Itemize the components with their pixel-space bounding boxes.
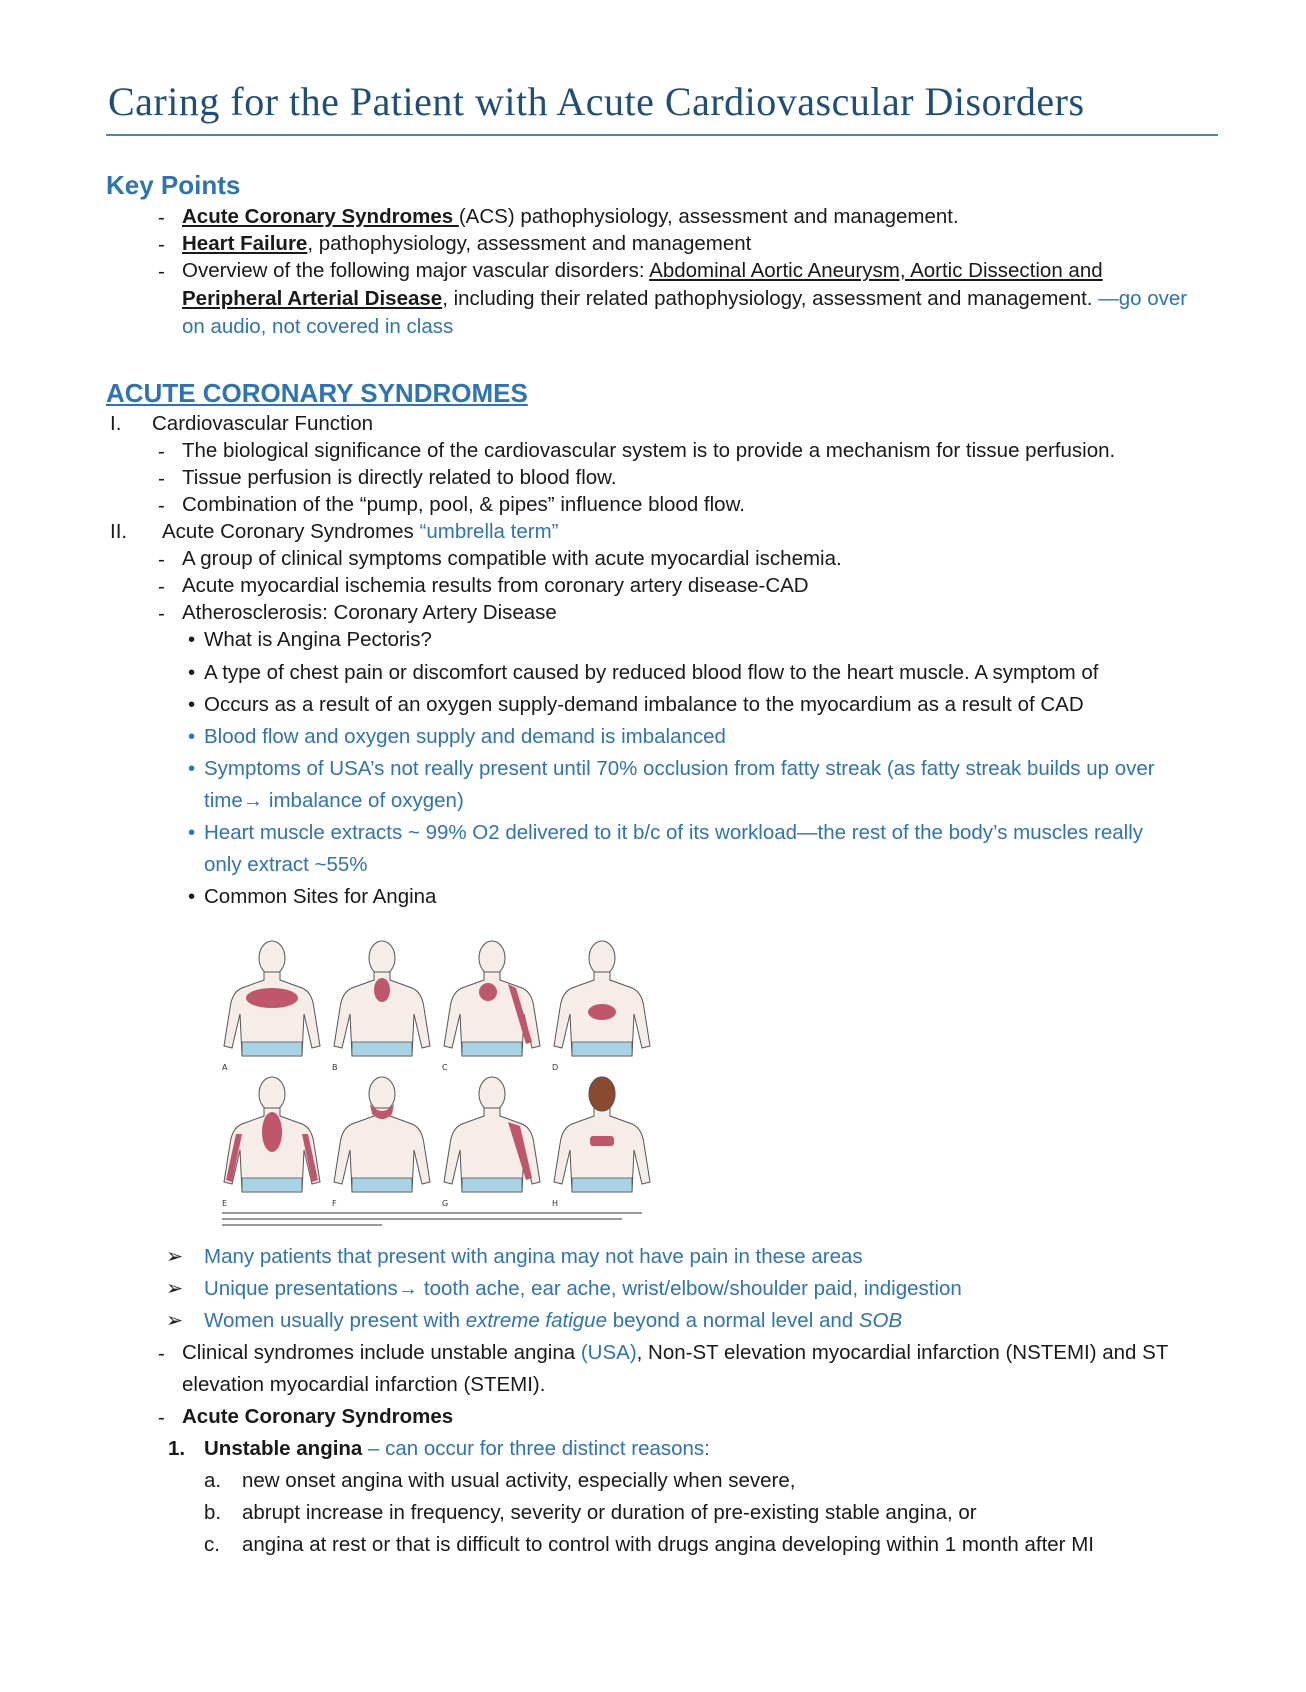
fig-label-f: F: [332, 1199, 337, 1208]
acs-item-3: Atherosclerosis: Coronary Artery Disease: [182, 601, 557, 624]
bullet-dot: •: [188, 628, 196, 651]
acs-item-2: Acute myocardial ischemia results from coronary artery disease-CAD: [182, 574, 809, 597]
bullet-dot: •: [188, 821, 196, 844]
sub-b-text: abrupt increase in frequency, severity or duration of pre-existing stable angina, or: [242, 1501, 977, 1524]
dash-bullet: -: [158, 1406, 165, 1429]
dash-bullet: -: [158, 206, 165, 229]
fig-label-c: C: [442, 1063, 448, 1072]
sub-b-label: b.: [204, 1501, 222, 1524]
arrow-bullet-icon: ➢: [166, 1309, 184, 1332]
sub-c-text: angina at rest or that is difficult to control with drugs angina developing within 1 month after MI: [242, 1533, 1094, 1556]
key-point-3-line1: Overview of the following major vascular disorders: Abdominal Aortic Aneurysm, Aortic Dissection and: [182, 259, 1103, 282]
figure-c: [444, 941, 540, 1056]
key-point-3-line2: Peripheral Arterial Disease, including their related pathophysiology, assessment and management. —go over: [182, 287, 1188, 310]
bullet-7: Common Sites for Angina: [204, 885, 437, 908]
key-point-1: Acute Coronary Syndromes (ACS) pathophysiology, assessment and management.: [182, 205, 959, 228]
figure-b: [334, 941, 430, 1056]
key-point-2: Heart Failure, pathophysiology, assessment and management: [182, 232, 752, 255]
bullet-2: A type of chest pain or discomfort caused by reduced blood flow to the heart muscle. A symptom of: [204, 661, 1099, 684]
dash-bullet: -: [158, 494, 165, 517]
roman-numeral-2: II.: [110, 520, 128, 543]
fig-label-h: H: [552, 1199, 559, 1208]
bullet-dot: •: [188, 661, 196, 684]
figure-a: [224, 941, 320, 1056]
bullet-3: Occurs as a result of an oxygen supply-demand imbalance to the myocardium as a result of CAD: [204, 693, 1084, 716]
sub-a-text: new onset angina with usual activity, especially when severe,: [242, 1469, 796, 1492]
fig-label-e: E: [222, 1199, 228, 1208]
arrow-bullet-icon: ➢: [166, 1245, 184, 1268]
clinical-syndromes-line2: elevation myocardial infarction (STEMI).: [182, 1373, 546, 1396]
bullet-6-line1: Heart muscle extracts ~ 99% O2 delivered to it b/c of its workload—the rest of the body’s muscles really: [204, 821, 1144, 844]
figure-caption: [222, 1218, 622, 1220]
fig-label-b: B: [332, 1063, 338, 1072]
fig-label-d: D: [552, 1063, 559, 1072]
arrow-bullet-icon: ➢: [166, 1277, 184, 1300]
clinical-syndromes-line1: Clinical syndromes include unstable angina (USA), Non-ST elevation myocardial infarction (NSTEMI) and ST: [182, 1341, 1169, 1364]
dash-bullet: -: [158, 575, 165, 598]
dash-bullet: -: [158, 467, 165, 490]
bullet-6-line2: only extract ~55%: [204, 853, 368, 876]
bullet-dot: •: [188, 693, 196, 716]
bullet-1: What is Angina Pectoris?: [204, 628, 432, 651]
bullet-dot: •: [188, 757, 196, 780]
bullet-5-line1: Symptoms of USA’s not really present until 70% occlusion from fatty streak (as fatty streak builds up over: [204, 757, 1155, 780]
sub-c-label: c.: [204, 1533, 220, 1556]
unstable-angina-line: Unstable angina – can occur for three distinct reasons:: [204, 1437, 710, 1460]
bullet-dot: •: [188, 725, 196, 748]
figure-d: [554, 941, 650, 1056]
title-rule: [106, 134, 1218, 136]
cardiovascular-function-label: Cardiovascular Function: [152, 412, 374, 435]
cf-item-3: Combination of the “pump, pool, & pipes” influence blood flow.: [182, 493, 745, 516]
arrow-item-2: Unique presentations→ tooth ache, ear ache, wrist/elbow/shoulder paid, indigestion: [204, 1277, 962, 1300]
acs-label: Acute Coronary Syndromes “umbrella term”: [162, 520, 559, 543]
figure-g: [444, 1077, 540, 1192]
sub-a-label: a.: [204, 1469, 222, 1492]
key-point-3-line3: on audio, not covered in class: [182, 315, 454, 338]
figure-caption: [222, 1212, 642, 1214]
dash-bullet: -: [158, 602, 165, 625]
cf-item-2: Tissue perfusion is directly related to blood flow.: [182, 466, 617, 489]
bullet-5-line2: time→ imbalance of oxygen): [204, 789, 464, 812]
figure-e: [224, 1077, 320, 1192]
dash-bullet: -: [158, 233, 165, 256]
acs-subheading: Acute Coronary Syndromes: [182, 1405, 454, 1428]
fig-label-a: A: [222, 1063, 228, 1072]
arrow-item-3: Women usually present with extreme fatigue beyond a normal level and SOB: [204, 1309, 903, 1332]
dash-bullet: -: [158, 260, 165, 283]
dash-bullet: -: [158, 548, 165, 571]
dash-bullet: -: [158, 440, 165, 463]
document-title: Caring for the Patient with Acute Cardiovascular Disorders: [108, 79, 1085, 124]
figure-h: [554, 1077, 650, 1192]
roman-numeral-1: I.: [110, 412, 122, 435]
acs-item-1: A group of clinical symptoms compatible with acute myocardial ischemia.: [182, 547, 842, 570]
arrow-item-1: Many patients that present with angina may not have pain in these areas: [204, 1245, 863, 1268]
dash-bullet: -: [158, 1342, 165, 1365]
bullet-dot: •: [188, 885, 196, 908]
fig-label-g: G: [442, 1199, 449, 1208]
key-points-heading: Key Points: [106, 170, 241, 200]
numbered-1: 1.: [168, 1437, 186, 1460]
figure-f: [334, 1077, 430, 1192]
angina-sites-figure: [222, 938, 658, 1232]
acs-heading: ACUTE CORONARY SYNDROMES: [106, 378, 528, 408]
cf-item-1: The biological significance of the cardiovascular system is to provide a mechanism for tissue perfusion.: [182, 439, 1116, 462]
bullet-4: Blood flow and oxygen supply and demand is imbalanced: [204, 725, 726, 748]
figure-caption: [222, 1224, 382, 1226]
